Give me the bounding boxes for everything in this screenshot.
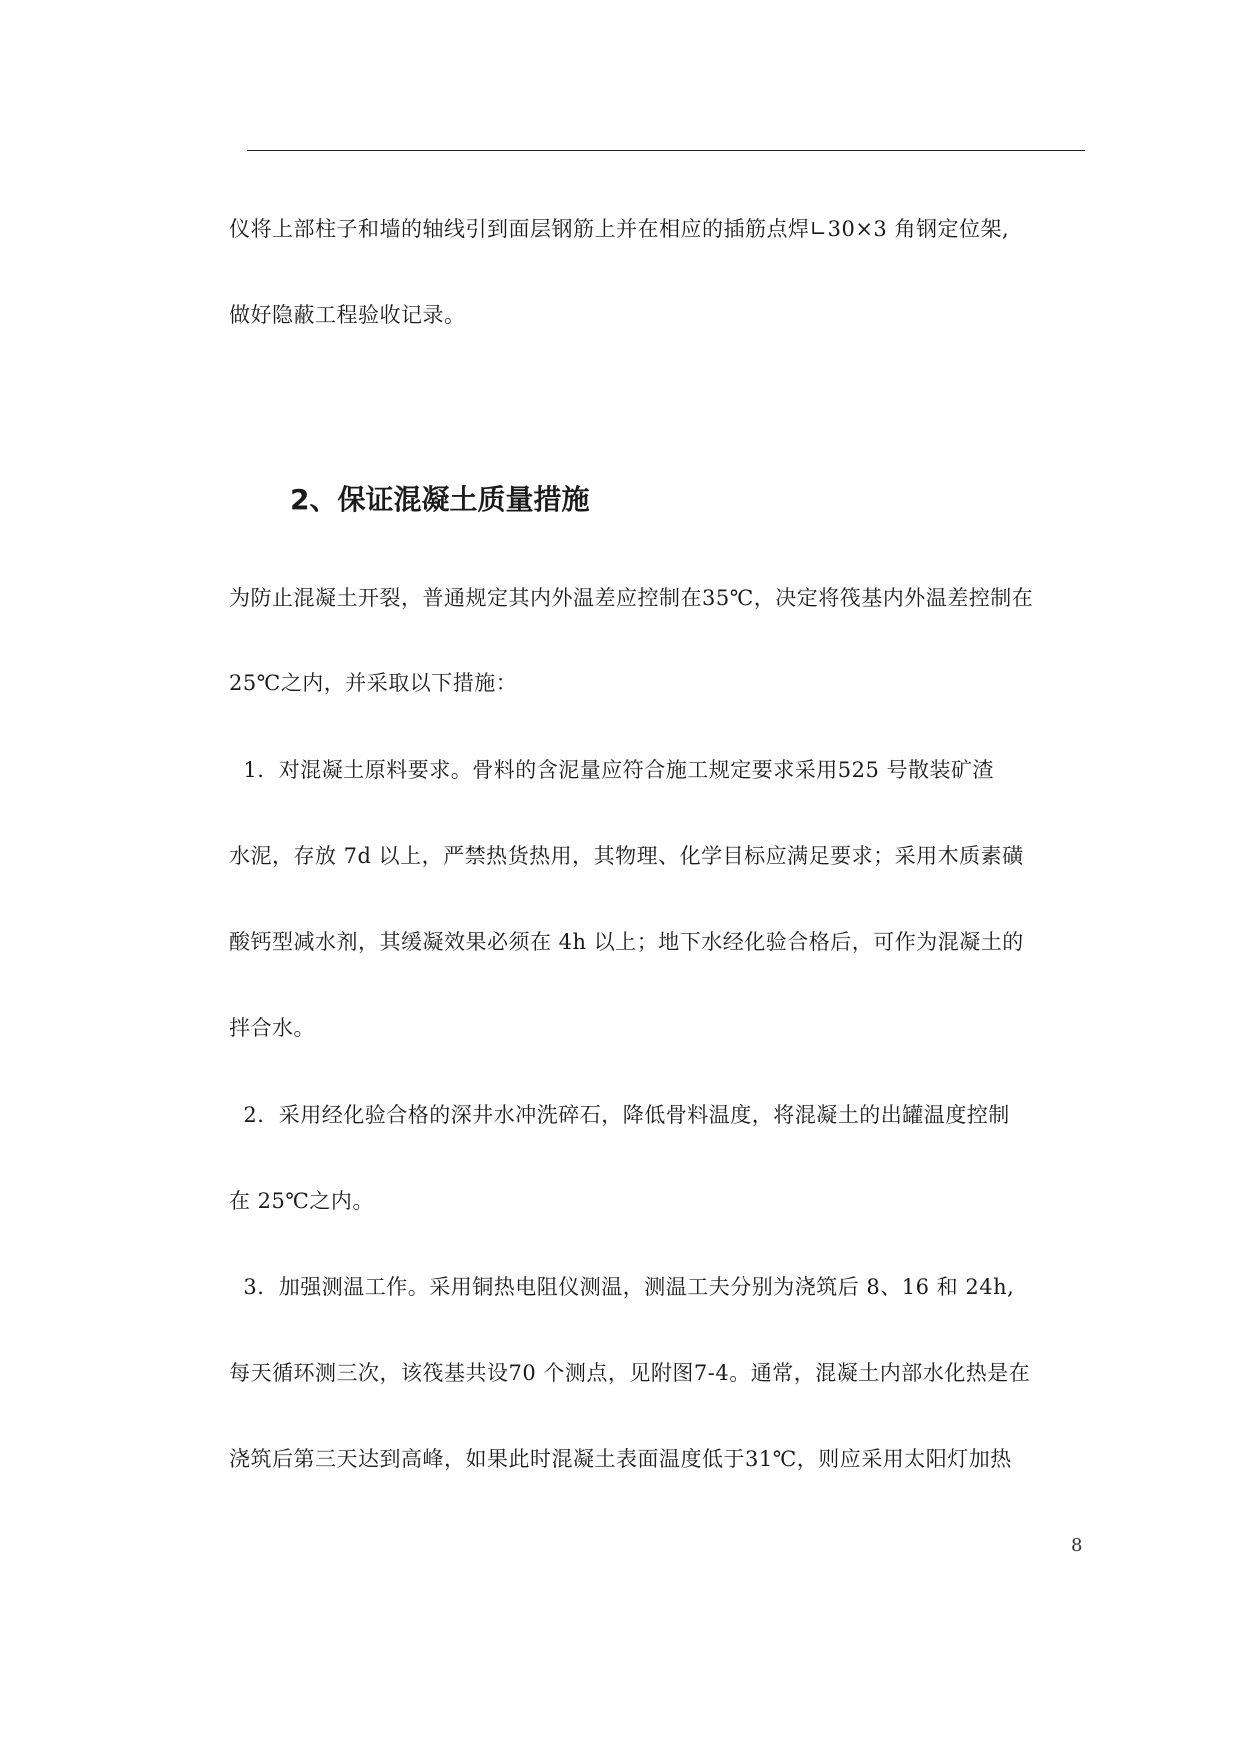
- paragraph-line: 水泥，存放 7d 以上，严禁热货热用，其物理、化学目标应满足要求；采用木质素磺: [229, 844, 1024, 868]
- paragraph-line: 酸钙型减水剂，其缓凝效果必须在 4h 以上；地下水经化验合格后，可作为混凝土的: [229, 930, 1024, 954]
- paragraph-line: 浇筑后第三天达到高峰，如果此时混凝土表面温度低于31℃，则应采用太阳灯加热: [229, 1447, 1012, 1471]
- paragraph-line: 每天循环测三次，该筏基共设70 个测点，见附图7-4。通常，混凝土内部水化热是在: [229, 1361, 1031, 1385]
- header-rule: [247, 150, 1085, 151]
- paragraph-line: 做好隐蔽工程验收记录。: [229, 303, 466, 327]
- paragraph-line: 25℃之内，并采取以下措施：: [229, 671, 518, 695]
- paragraph-line: 为防止混凝土开裂，普通规定其内外温差应控制在35℃，决定将筏基内外温差控制在: [229, 586, 1034, 610]
- list-item-3-line: 3. 加强测温工作。采用铜热电阻仪测温，测温工夫分别为浇筑后 8、16 和 24h,: [229, 1275, 1015, 1299]
- page-number: 8: [1071, 1535, 1083, 1556]
- paragraph-line: 在 25℃之内。: [229, 1189, 374, 1213]
- paragraph-line: 仪将上部柱子和墙的轴线引到面层钢筋上并在相应的插筋点焊∟30×3 角钢定位架,: [229, 217, 1010, 241]
- list-item-1-line: 1. 对混凝土原料要求。骨料的含泥量应符合施工规定要求采用525 号散装矿渣: [229, 758, 994, 782]
- paragraph-line: 拌合水。: [229, 1016, 315, 1040]
- list-item-2-line: 2. 采用经化验合格的深井水冲洗碎石，降低骨料温度，将混凝土的出罐温度控制: [229, 1103, 1010, 1127]
- section-heading: 2、保证混凝土质量措施: [290, 483, 590, 516]
